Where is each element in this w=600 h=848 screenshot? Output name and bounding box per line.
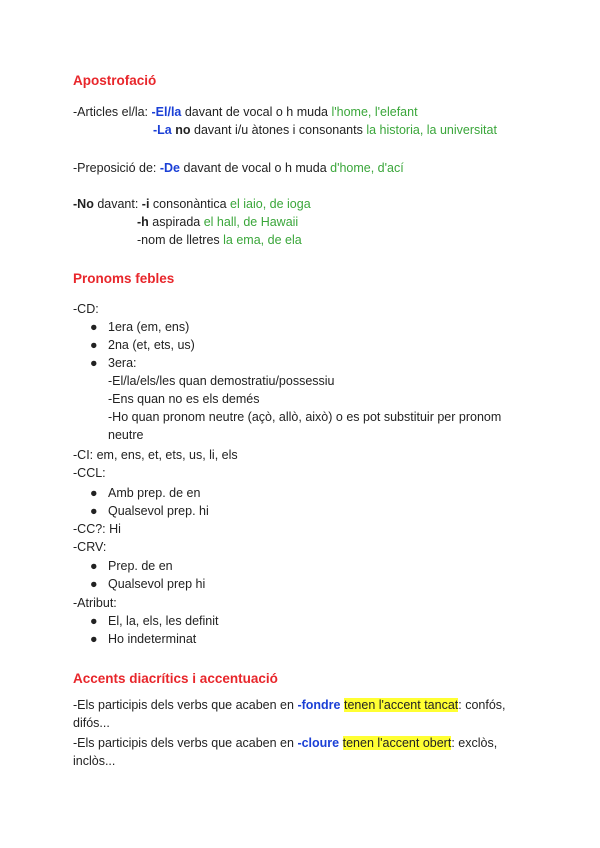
heading-apostrofacio: Apostrofació	[73, 73, 157, 88]
list-item: 3era:	[108, 356, 137, 370]
dash: -	[73, 197, 78, 211]
keyword: -El/la	[151, 105, 182, 119]
text: davant de vocal o h muda	[181, 105, 332, 119]
list-subitem: -El/la/els/les quan demostratiu/possessiu	[108, 374, 335, 388]
text: consonàntica	[149, 197, 231, 211]
example: la ema, de ela	[223, 233, 302, 247]
line-ccl: -CCL:	[73, 466, 106, 480]
keyword-no: no	[171, 123, 191, 137]
keyword: -fondre	[297, 698, 341, 712]
bullet: ●	[90, 577, 98, 591]
line-crv: -CRV:	[73, 540, 107, 554]
keyword: -cloure	[297, 736, 340, 750]
list-item: Qualsevol prep hi	[108, 577, 206, 591]
text: -nom de lletres	[137, 233, 224, 247]
text: -Preposició de:	[73, 161, 160, 175]
keyword-i: -i	[141, 197, 150, 211]
text: : exclòs,	[451, 736, 498, 750]
text: -Els participis dels verbs que acaben en	[73, 698, 298, 712]
line-no-davant	[73, 195, 311, 213]
list-subitem: -Ens quan no es els demés	[108, 392, 260, 406]
line-la-no	[153, 121, 497, 139]
keyword-h: -h	[137, 215, 149, 229]
example: el hall, de Hawaii	[203, 215, 299, 229]
bullet: ●	[90, 632, 98, 646]
list-subitem-cont: neutre	[108, 428, 144, 442]
highlight: tenen l'accent obert	[342, 736, 452, 750]
heading-pronoms-febles: Pronoms febles	[73, 271, 175, 286]
line-participis-cloure	[73, 734, 497, 752]
example: el iaio, de ioga	[230, 197, 311, 211]
list-item: Qualsevol prep. hi	[108, 504, 209, 518]
list-item: Ho indeterminat	[108, 632, 197, 646]
example: d'home, d'ací	[330, 161, 404, 175]
list-item: 2na (et, ets, us)	[108, 338, 195, 352]
text: -Els participis dels verbs que acaben en	[73, 736, 298, 750]
line-h-aspirada	[137, 213, 298, 231]
bullet: ●	[90, 504, 98, 518]
bullet: ●	[90, 338, 98, 352]
heading-accents: Accents diacrítics i accentuació	[73, 671, 278, 686]
line-nom-lletres	[137, 231, 302, 249]
example: l'home, l'elefant	[331, 105, 418, 119]
dash: -	[153, 123, 158, 137]
text: aspirada	[148, 215, 204, 229]
text: davant:	[93, 197, 142, 211]
text: davant i/u àtones i consonants	[190, 123, 367, 137]
list-item: Amb prep. de en	[108, 486, 201, 500]
text: -Articles el/la:	[73, 105, 152, 119]
bullet: ●	[90, 320, 98, 334]
keyword: No	[77, 197, 94, 211]
text: : confós,	[458, 698, 506, 712]
list-subitem: -Ho quan pronom neutre (açò, allò, això) o es pot substituir per pronom	[108, 410, 502, 424]
line-preposicio	[73, 159, 404, 177]
line-atribut: -Atribut:	[73, 596, 117, 610]
list-item: Prep. de en	[108, 559, 173, 573]
line-cc: -CC?: Hi	[73, 522, 121, 536]
highlight: tenen l'accent tancat	[343, 698, 459, 712]
example: la historia, la universitat	[366, 123, 497, 137]
line-cd: -CD:	[73, 302, 99, 316]
text: davant de vocal o h muda	[180, 161, 331, 175]
list-item: 1era (em, ens)	[108, 320, 190, 334]
line-participis-fondre	[73, 696, 506, 714]
keyword: -De	[159, 161, 181, 175]
list-item: El, la, els, les definit	[108, 614, 219, 628]
bullet: ●	[90, 356, 98, 370]
line-participis-fondre-cont: difós...	[73, 716, 110, 730]
line-articles	[73, 103, 418, 121]
line-ci: -CI: em, ens, et, ets, us, li, els	[73, 448, 238, 462]
bullet: ●	[90, 486, 98, 500]
keyword: La	[157, 123, 172, 137]
bullet: ●	[90, 614, 98, 628]
bullet: ●	[90, 559, 98, 573]
line-participis-cloure-cont: inclòs...	[73, 754, 116, 768]
